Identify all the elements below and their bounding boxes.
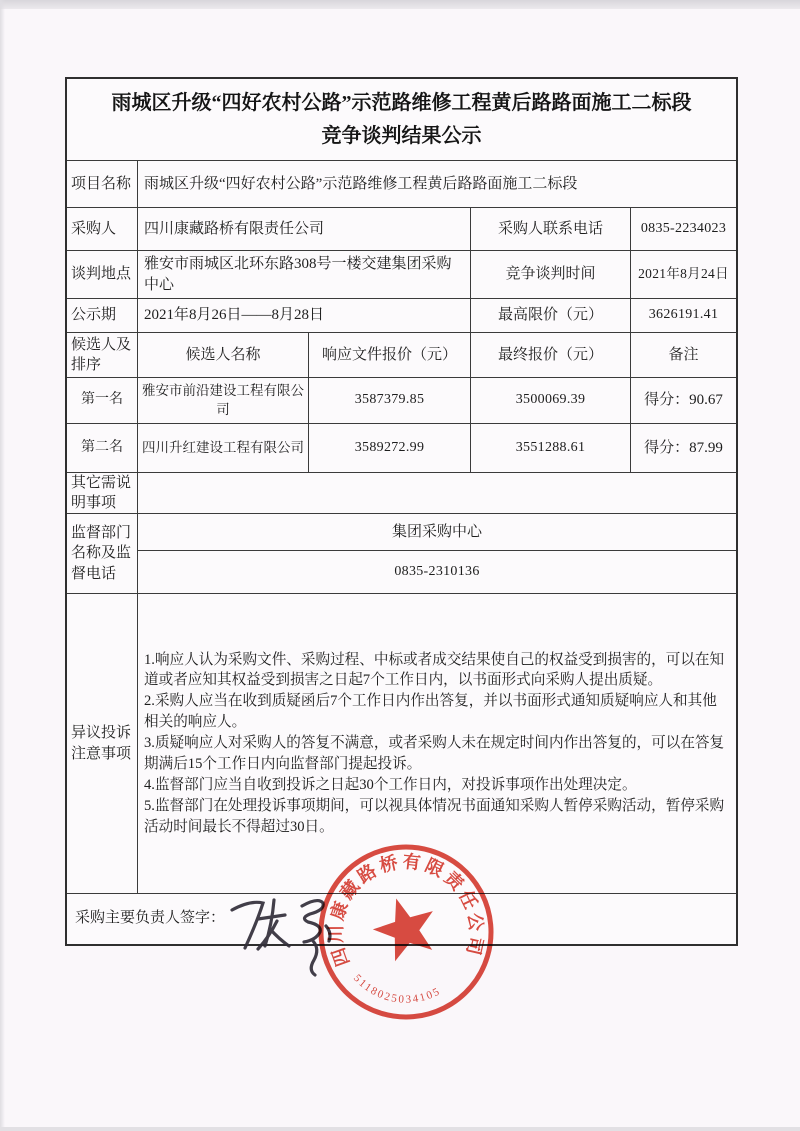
document-title-line1: 雨城区升级“四好农村公路”示范路维修工程黄后路路面施工二标段 bbox=[111, 92, 692, 115]
announcement-table bbox=[65, 77, 738, 946]
candidates-col-name: 候选人名称 bbox=[138, 333, 309, 378]
candidate-1-remark: 得分：90.67 bbox=[631, 378, 736, 424]
candidates-section-label: 候选人及排序 bbox=[67, 333, 138, 378]
max-price-value: 3626191.41 bbox=[631, 299, 736, 333]
candidate-2-doc-price: 3589272.99 bbox=[309, 424, 471, 473]
document-title-line2: 竞争谈判结果公示 bbox=[321, 124, 482, 147]
publicity-period-label: 公示期 bbox=[67, 299, 138, 333]
candidates-col-doc-price: 响应文件报价（元） bbox=[309, 333, 471, 378]
scan-edge-bottom bbox=[0, 1127, 800, 1131]
project-name-label: 项目名称 bbox=[67, 161, 138, 208]
objection-item-3: 3.质疑响应人对采购人的答复不满意，或者采购人未在规定时间内作出答复的，可以在答复期满后15个工作日内向监督部门提起投诉。 bbox=[144, 735, 725, 772]
company-seal-stamp bbox=[306, 832, 506, 1032]
max-price-label: 最高限价（元） bbox=[471, 299, 631, 333]
purchaser-value: 四川康藏路桥有限责任公司 bbox=[138, 208, 471, 251]
negotiation-location-label: 谈判地点 bbox=[67, 251, 138, 299]
candidate-1-rank: 第一名 bbox=[67, 378, 138, 424]
negotiation-time-value: 2021年8月24日 bbox=[631, 251, 736, 299]
document-title bbox=[67, 79, 736, 161]
candidate-2-name: 四川升红建设工程有限公司 bbox=[138, 424, 309, 473]
objection-item-1: 1.响应人认为采购文件、采购过程、中标或者成交结果使自己的权益受到损害的，可以在知道或者应知其权益受到损害之日起7个工作日内，以书面形式向采购人提出质疑。 bbox=[144, 651, 725, 689]
signature-label: 采购主要负责人签字： bbox=[75, 910, 226, 927]
objection-item-4: 4.监督部门应当自收到投诉之日起30个工作日内，对投诉事项作出处理决定。 bbox=[144, 776, 637, 793]
supervision-label: 监督部门名称及监督电话 bbox=[67, 514, 138, 594]
seal-star-icon bbox=[366, 889, 444, 964]
candidate-2-remark: 得分：87.99 bbox=[631, 424, 736, 473]
seal-number-text: 5118025034105 bbox=[350, 972, 444, 1006]
candidates-col-remark: 备注 bbox=[631, 333, 736, 378]
scan-edge-left bbox=[0, 0, 5, 1131]
objection-item-5: 5.监督部门在处理投诉事项期间，可以视具体情况书面通知采购人暂停采购活动，暂停采购活动时间最长不得超过30日。 bbox=[144, 797, 725, 835]
publicity-period-value: 2021年8月26日——8月28日 bbox=[138, 299, 471, 333]
objection-label: 异议投诉注意事项 bbox=[67, 594, 138, 894]
candidate-2-rank: 第二名 bbox=[67, 424, 138, 473]
objection-item-2: 2.采购人应当在收到质疑函后7个工作日内作出答复，并以书面形式通知质疑响应人和其他相关的响应人。 bbox=[144, 693, 717, 731]
candidate-2-final-price: 3551288.61 bbox=[471, 424, 631, 473]
negotiation-time-label: 竞争谈判时间 bbox=[471, 251, 631, 299]
candidates-col-final-price: 最终报价（元） bbox=[471, 333, 631, 378]
scan-edge-top bbox=[0, 0, 800, 9]
candidate-1-final-price: 3500069.39 bbox=[471, 378, 631, 424]
other-notes-value bbox=[138, 473, 736, 514]
seal-company-text: 四川康藏路桥有限责任公司 bbox=[325, 851, 487, 969]
candidate-1-name: 雅安市前沿建设工程有限公司 bbox=[138, 378, 309, 424]
negotiation-location-value: 雅安市雨城区北环东路308号一楼交建集团采购中心 bbox=[138, 251, 471, 299]
purchaser-label: 采购人 bbox=[67, 208, 138, 251]
project-name-value: 雨城区升级“四好农村公路”示范路维修工程黄后路路面施工二标段 bbox=[138, 161, 736, 208]
supervision-department-value: 集团采购中心 bbox=[138, 514, 736, 551]
candidate-1-doc-price: 3587379.85 bbox=[309, 378, 471, 424]
objection-text-block bbox=[138, 650, 736, 838]
supervision-phone-value: 0835-2310136 bbox=[138, 551, 736, 594]
purchaser-phone-value: 0835-2234023 bbox=[631, 208, 736, 251]
other-notes-label: 其它需说明事项 bbox=[67, 473, 138, 514]
purchaser-phone-label: 采购人联系电话 bbox=[471, 208, 631, 251]
